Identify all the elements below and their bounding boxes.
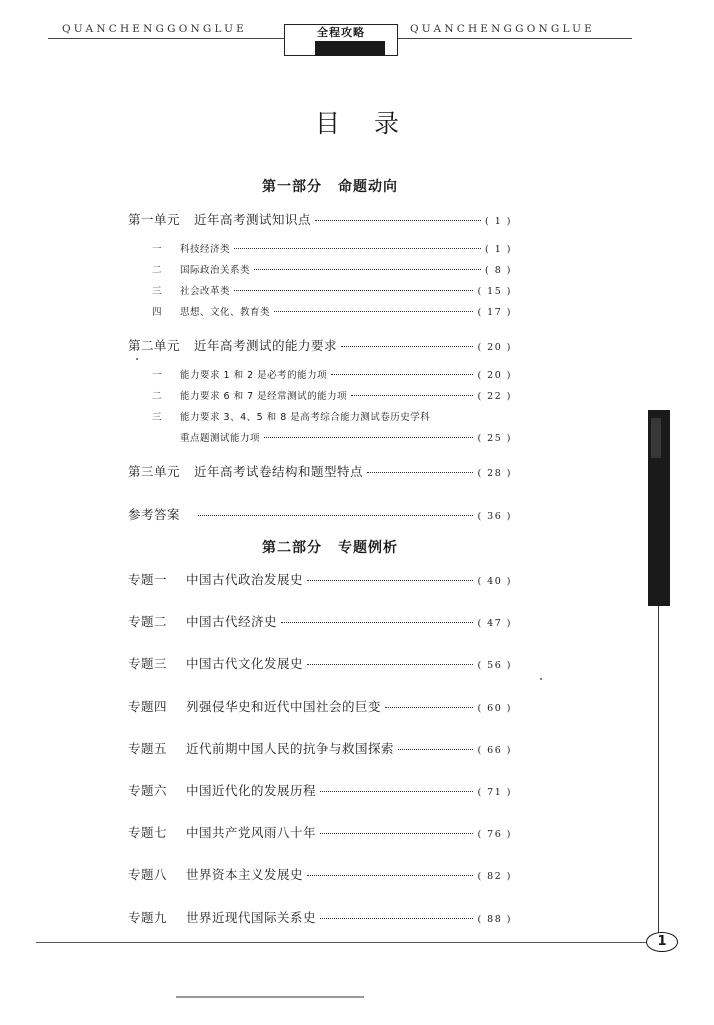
item-page: ( 22 ) <box>477 391 512 402</box>
part2-label: 第二部分 <box>262 540 322 556</box>
toc-entry-topic8[interactable] <box>128 865 512 883</box>
toc-entry-topic6[interactable] <box>128 781 512 799</box>
toc-entry-unit1-item1[interactable] <box>152 241 512 255</box>
entry-title: 近年高考试卷结构和题型特点 <box>194 464 364 479</box>
scan-speck <box>136 358 138 360</box>
toc-entry-unit3[interactable] <box>128 462 512 480</box>
dot-leader <box>351 395 473 396</box>
header-text-left: QUANCHENGGONGLUE <box>62 23 248 35</box>
item-number: 二 <box>152 391 162 402</box>
entry-title: 近年高考测试知识点 <box>194 212 312 227</box>
item-number: 四 <box>152 307 162 318</box>
topic-number: 专题九 <box>128 910 168 925</box>
item-number: 二 <box>152 265 162 276</box>
part1-label: 第一部分 <box>262 179 322 195</box>
scan-speck <box>540 678 542 680</box>
topic-page: ( 56 ) <box>477 660 512 671</box>
toc-entry-unit1-item4[interactable] <box>152 304 512 318</box>
topic-number: 专题五 <box>128 741 168 756</box>
entry-page: ( 20 ) <box>477 342 512 353</box>
dot-leader <box>234 290 473 291</box>
item-page: ( 15 ) <box>477 286 512 297</box>
topic-page: ( 71 ) <box>477 787 512 798</box>
dot-leader <box>320 833 473 834</box>
entry-page: ( 1 ) <box>485 216 512 227</box>
item-title: 能力要求 3、4、5 和 8 是高考综合能力测试卷历史学科 <box>180 412 431 423</box>
dot-leader <box>281 622 473 623</box>
header-dark-band <box>315 41 385 56</box>
toc-entry-unit2-item3[interactable] <box>152 409 512 423</box>
page-title: 目录 <box>314 109 433 138</box>
part2-heading <box>0 537 660 557</box>
item-title: 能力要求 6 和 7 是经常测试的能力项 <box>180 391 348 402</box>
topic-number: 专题二 <box>128 614 168 629</box>
topic-number: 专题七 <box>128 825 168 840</box>
part1-heading <box>0 176 660 196</box>
toc-entry-topic1[interactable] <box>128 570 512 588</box>
entry-page: ( 28 ) <box>477 468 512 479</box>
toc-entry-unit2-item1[interactable] <box>152 367 512 381</box>
dot-leader <box>398 749 473 750</box>
dot-leader <box>315 220 481 221</box>
toc-entry-unit2-item2[interactable] <box>152 388 512 402</box>
topic-number: 专题六 <box>128 783 168 798</box>
topic-page: ( 66 ) <box>477 745 512 756</box>
topic-page: ( 60 ) <box>477 703 512 714</box>
topic-title: 中国近代化的发展历程 <box>186 783 317 798</box>
topic-page: ( 47 ) <box>477 618 512 629</box>
toc-entry-topic5[interactable] <box>128 739 512 757</box>
part2-title: 专题例析 <box>338 540 398 556</box>
scan-smudge <box>176 996 364 998</box>
toc-entry-topic3[interactable] <box>128 654 512 672</box>
thumb-tab <box>648 410 670 606</box>
item-title: 国际政治关系类 <box>180 265 251 276</box>
item-page: ( 17 ) <box>477 307 512 318</box>
header-rule-right <box>398 38 632 39</box>
dot-leader <box>320 791 473 792</box>
item-title: 重点题测试能力项 <box>180 433 261 444</box>
item-page: ( 8 ) <box>485 265 512 276</box>
dot-leader <box>307 875 473 876</box>
topic-page: ( 82 ) <box>477 871 512 882</box>
item-number: 一 <box>152 244 162 255</box>
toc-entry-topic7[interactable] <box>128 823 512 841</box>
item-title: 能力要求 1 和 2 是必考的能力项 <box>180 370 328 381</box>
toc-entry-topic4[interactable] <box>128 697 512 715</box>
topic-number: 专题一 <box>128 572 168 587</box>
dot-leader <box>274 311 473 312</box>
topic-number: 专题八 <box>128 867 168 882</box>
running-header <box>0 24 714 58</box>
item-number: 三 <box>152 286 162 297</box>
tab-texture <box>651 418 661 458</box>
toc-entry-topic9[interactable] <box>128 908 512 926</box>
item-page: ( 25 ) <box>477 433 512 444</box>
toc-entry-topic2[interactable] <box>128 612 512 630</box>
dot-leader <box>307 664 473 665</box>
item-title: 思想、文化、教育类 <box>180 307 271 318</box>
dot-leader <box>341 346 473 347</box>
dot-leader <box>264 437 473 438</box>
item-title: 科技经济类 <box>180 244 231 255</box>
item-page: ( 1 ) <box>485 244 512 255</box>
topic-page: ( 76 ) <box>477 829 512 840</box>
item-title: 社会改革类 <box>180 286 231 297</box>
topic-page: ( 88 ) <box>477 914 512 925</box>
topic-title: 中国古代经济史 <box>186 614 278 629</box>
topic-title: 世界资本主义发展史 <box>186 867 304 882</box>
entry-title: 近年高考测试的能力要求 <box>194 338 338 353</box>
dot-leader <box>234 248 481 249</box>
page-number: 1 <box>646 932 678 952</box>
dot-leader <box>320 918 473 919</box>
header-text-right: QUANCHENGGONGLUE <box>410 23 596 35</box>
topic-title: 列强侵华史和近代中国社会的巨变 <box>186 699 382 714</box>
entry-number: 第一单元 <box>128 212 181 227</box>
toc-entry-unit1[interactable] <box>128 210 512 228</box>
header-title: 全程攻略 <box>317 26 365 39</box>
topic-number: 专题四 <box>128 699 168 714</box>
toc-entry-unit2[interactable] <box>128 336 512 354</box>
margin-vertical-line <box>658 606 659 936</box>
dot-leader <box>198 515 473 516</box>
topic-title: 近代前期中国人民的抗争与救国探索 <box>186 741 395 756</box>
item-number: 一 <box>152 370 162 381</box>
toc-entry-unit2-item3-continued[interactable] <box>180 430 512 444</box>
dot-leader <box>331 374 473 375</box>
dot-leader <box>385 707 473 708</box>
dot-leader <box>307 580 473 581</box>
dot-leader <box>367 472 473 473</box>
item-number: 三 <box>152 412 162 423</box>
toc-entry-answers[interactable] <box>128 505 512 523</box>
topic-title: 中国古代文化发展史 <box>186 656 304 671</box>
header-title-box <box>284 24 398 56</box>
footer-rule <box>36 942 646 943</box>
entry-page: ( 36 ) <box>477 511 512 522</box>
toc-entry-unit1-item2[interactable] <box>152 262 512 276</box>
entry-number: 第二单元 <box>128 338 181 353</box>
header-rule-left <box>48 38 284 39</box>
entry-number: 第三单元 <box>128 464 181 479</box>
topic-title: 世界近现代国际关系史 <box>186 910 317 925</box>
entry-number: 参考答案 <box>128 507 181 522</box>
dot-leader <box>254 269 481 270</box>
toc-entry-unit1-item3[interactable] <box>152 283 512 297</box>
topic-title: 中国古代政治发展史 <box>186 572 304 587</box>
topic-number: 专题三 <box>128 656 168 671</box>
item-page: ( 20 ) <box>477 370 512 381</box>
part1-title: 命题动向 <box>338 179 398 195</box>
topic-page: ( 40 ) <box>477 576 512 587</box>
topic-title: 中国共产党风雨八十年 <box>186 825 317 840</box>
